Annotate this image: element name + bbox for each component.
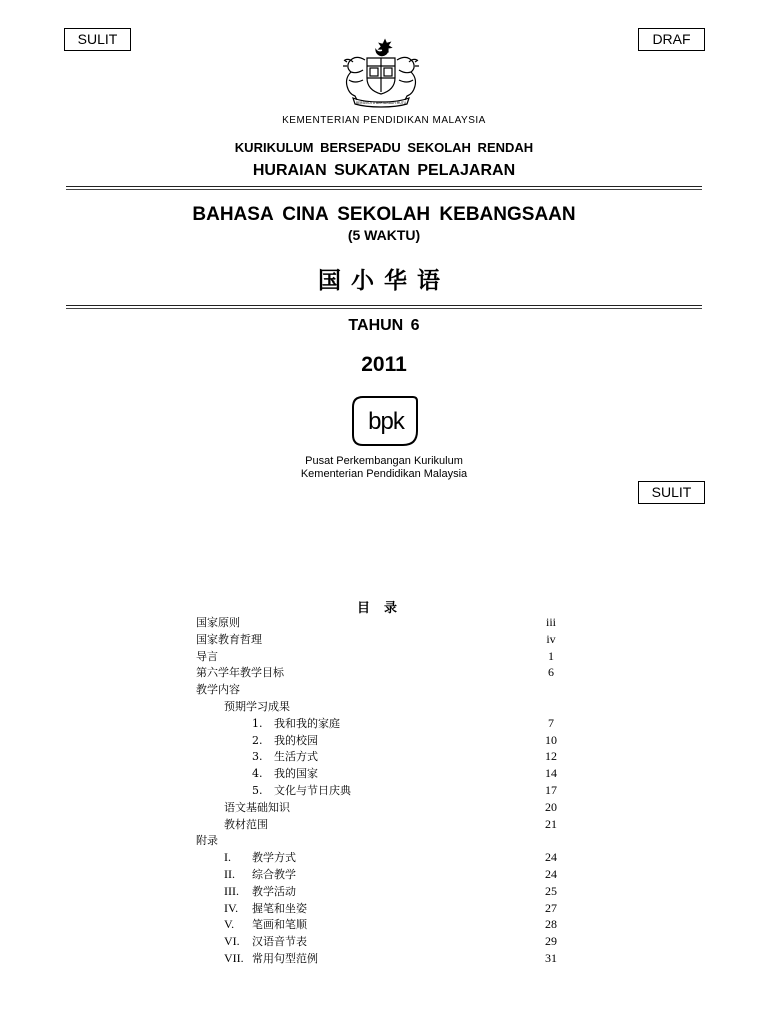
toc-entry-number: VII. bbox=[224, 951, 244, 965]
toc-entry-page: 28 bbox=[545, 917, 557, 932]
toc-entry-label: 附录 bbox=[196, 834, 218, 848]
toc-entry bbox=[196, 631, 566, 648]
toc-entry-number: 4. bbox=[252, 767, 263, 781]
divider-middle bbox=[66, 305, 702, 306]
toc-entry bbox=[196, 732, 566, 749]
sulit-marker-top: SULIT bbox=[64, 28, 131, 51]
subject-hours: (5 WAKTU) bbox=[347, 227, 421, 243]
toc-entry bbox=[196, 748, 566, 765]
publisher-line-1: Pusat Perkembangan Kurikulum bbox=[305, 455, 463, 467]
toc-heading: 目录 bbox=[356, 601, 411, 616]
toc-entry bbox=[196, 900, 566, 917]
toc-entry bbox=[196, 765, 566, 782]
toc-entry-page: 17 bbox=[545, 783, 557, 797]
toc-entry-page: 27 bbox=[545, 900, 557, 915]
toc-entry-label: 握笔和坐姿 bbox=[252, 901, 307, 915]
toc-entry bbox=[196, 866, 566, 883]
bpk-logo-text: bpk bbox=[368, 408, 404, 435]
toc-entry-label: 教材范围 bbox=[224, 817, 268, 831]
toc-entry bbox=[196, 799, 566, 816]
toc-entry-label: 国家教育哲理 bbox=[196, 632, 262, 646]
toc-entry-number: III. bbox=[224, 883, 239, 898]
toc-entry bbox=[196, 648, 566, 665]
toc-entry-page: 20 bbox=[545, 799, 557, 814]
toc-entry bbox=[196, 782, 566, 799]
toc-entry bbox=[196, 950, 566, 967]
toc-entry bbox=[196, 832, 566, 849]
toc-entry-label: 我的校园 bbox=[274, 733, 318, 747]
publisher-line-2: Kementerian Pendidikan Malaysia bbox=[300, 468, 468, 480]
toc-entry-label: 笔画和笔顺 bbox=[252, 918, 307, 932]
toc-entry-number: VI. bbox=[224, 934, 240, 949]
toc-entry bbox=[196, 816, 566, 833]
toc-entry-number: 5. bbox=[252, 784, 263, 797]
toc-entry-page: 14 bbox=[545, 766, 557, 781]
toc-entry-label: 预期学习成果 bbox=[224, 700, 290, 713]
toc-entry-label: 教学方式 bbox=[252, 851, 296, 865]
toc-entry-label: 教学内容 bbox=[196, 683, 240, 697]
toc-entry-page: 6 bbox=[548, 665, 554, 680]
toc-entry-page: 24 bbox=[545, 850, 557, 865]
toc-entry-label: 我的国家 bbox=[274, 767, 318, 781]
toc-entry-page: 31 bbox=[545, 951, 557, 965]
toc-entry-label: 导言 bbox=[196, 649, 218, 663]
toc-entry-page: 10 bbox=[545, 732, 557, 747]
toc-entry-number: V. bbox=[224, 917, 235, 932]
toc-entry bbox=[196, 664, 566, 681]
chinese-title: 国小华语 bbox=[318, 267, 450, 294]
toc-entry bbox=[196, 916, 566, 933]
toc-entry-label: 国家原则 bbox=[196, 616, 240, 629]
crest-motto: BERSEKUTU BERTAMBAH MUTU bbox=[355, 101, 407, 105]
toc-entry bbox=[196, 933, 566, 950]
ministry-heading: KEMENTERIAN PENDIDIKAN MALAYSIA bbox=[282, 115, 486, 126]
toc-entry-label: 综合教学 bbox=[252, 868, 296, 881]
toc-entry-label: 生活方式 bbox=[274, 750, 318, 764]
toc-entry bbox=[196, 715, 566, 732]
year-level: TAHUN 6 bbox=[348, 317, 420, 334]
toc-entry-number: 3. bbox=[252, 750, 263, 764]
toc-entry-number: 2. bbox=[252, 733, 263, 747]
toc-entry-label: 教学活动 bbox=[252, 884, 296, 898]
sulit-marker-bottom: SULIT bbox=[638, 481, 705, 504]
toc-entry-number: 1. bbox=[252, 716, 263, 730]
toc-entry-label: 第六学年教学目标 bbox=[196, 666, 284, 680]
toc-entry-label: 汉语音节表 bbox=[252, 935, 307, 949]
toc-entry-page: 29 bbox=[545, 934, 557, 949]
draf-marker: DRAF bbox=[638, 28, 705, 51]
bpk-logo bbox=[349, 389, 421, 451]
divider-top-thin bbox=[66, 189, 702, 190]
toc-entry-number: IV. bbox=[224, 900, 239, 915]
toc-entry bbox=[196, 614, 566, 631]
toc-entry-label: 我和我的家庭 bbox=[274, 716, 340, 730]
toc-entry-label: 常用句型范例 bbox=[252, 952, 318, 965]
subject-title: BAHASA CINA SEKOLAH KEBANGSAAN bbox=[192, 204, 576, 225]
toc-entry-number: I. bbox=[224, 850, 231, 865]
toc-entry bbox=[196, 849, 566, 866]
toc-entry-number: II. bbox=[224, 867, 235, 881]
coat-of-arms-emblem bbox=[333, 38, 429, 110]
toc-entry-page: 1 bbox=[548, 648, 554, 663]
toc-entry-page: 24 bbox=[545, 867, 557, 881]
divider-middle-thin bbox=[66, 308, 702, 309]
syllabus-heading: HURAIAN SUKATAN PELAJARAN bbox=[252, 162, 516, 179]
toc-entry-page: 25 bbox=[545, 883, 557, 898]
divider-top bbox=[66, 186, 702, 187]
toc-entry-label: 文化与节日庆典 bbox=[274, 784, 351, 797]
toc-entry bbox=[196, 883, 566, 900]
toc-entry bbox=[196, 698, 566, 715]
toc-entry-label: 语文基础知识 bbox=[224, 800, 290, 814]
toc-entry-page: iii bbox=[545, 615, 556, 629]
toc-entry-page: 12 bbox=[545, 749, 557, 764]
toc-entry-page: 7 bbox=[548, 715, 554, 730]
toc-entry bbox=[196, 681, 566, 698]
curriculum-heading: KURIKULUM BERSEPADU SEKOLAH RENDAH bbox=[234, 140, 534, 155]
toc-entry-page: iv bbox=[546, 631, 556, 646]
toc-entry-page: 21 bbox=[545, 816, 557, 831]
publication-year: 2011 bbox=[361, 353, 407, 376]
